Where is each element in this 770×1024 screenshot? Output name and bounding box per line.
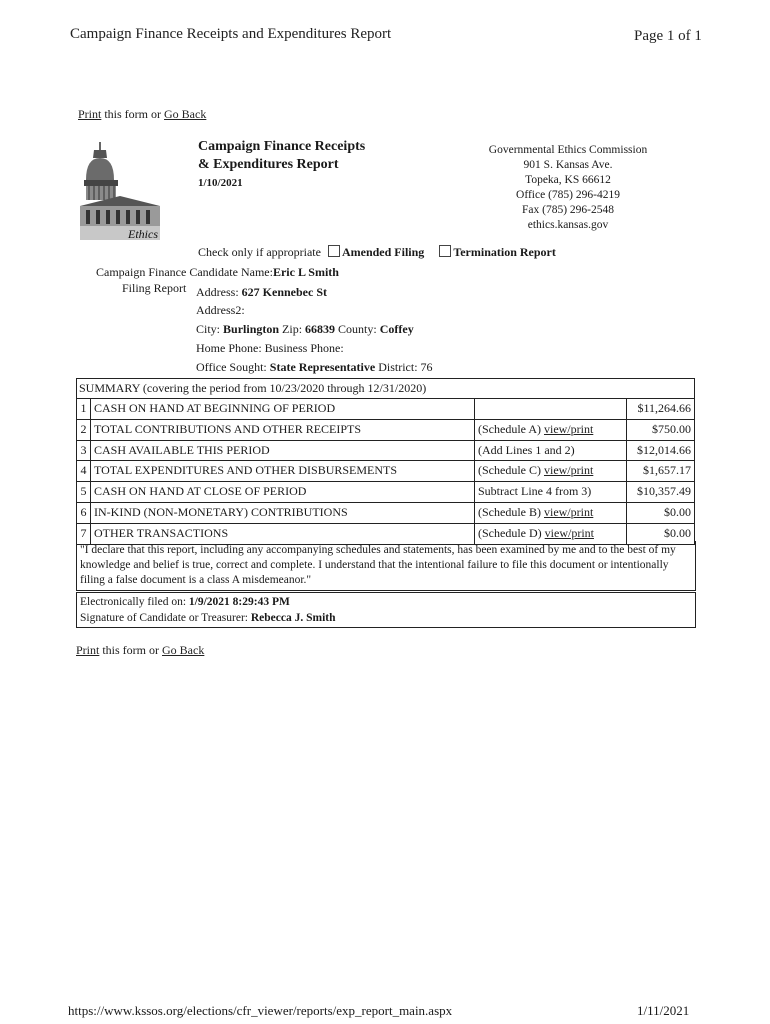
row-amount: $12,014.66 (637, 442, 691, 457)
row-description: TOTAL EXPENDITURES AND OTHER DISBURSEMENTS (91, 461, 475, 481)
county-value: Coffey (379, 322, 414, 336)
summary-rows (77, 399, 694, 544)
row-description: IN-KIND (NON-MONETARY) CONTRIBUTIONS (91, 503, 475, 523)
amended-filing-checkbox[interactable] (328, 245, 340, 257)
address2-label: Address2: (196, 303, 245, 317)
district-label: District: (378, 360, 418, 374)
row-description: TOTAL CONTRIBUTIONS AND OTHER RECEIPTS (91, 420, 475, 440)
termination-report-checkbox[interactable] (439, 245, 451, 257)
summary-row (77, 503, 694, 524)
row-schedule (475, 399, 627, 419)
row-number: 4 (77, 461, 91, 481)
address-label: Address: (196, 285, 239, 299)
summary-row (77, 399, 694, 420)
view-print-link[interactable]: view/print (543, 421, 594, 436)
view-print-link[interactable]: view/print (543, 463, 594, 478)
phone-row (196, 341, 344, 356)
go-back-link-bottom[interactable]: Go Back (162, 643, 205, 657)
candidate-name-row (96, 265, 339, 280)
report-title-line2: & Expenditures Report (198, 157, 339, 172)
print-link[interactable]: Print (78, 107, 102, 121)
business-phone-label: Business Phone: (264, 341, 344, 355)
kansas-ethics-logo (80, 140, 162, 240)
office-value: State Representative (269, 360, 376, 374)
city-row (196, 322, 414, 337)
row-amount: $10,357.49 (637, 484, 691, 499)
district-value: 76 (420, 360, 433, 374)
summary-heading: SUMMARY (covering the period from 10/23/2020 through 12/31/2020) (77, 379, 694, 399)
footer-url: https://www.kssos.org/elections/cfr_viewer/reports/exp_report_main.aspx (68, 1003, 453, 1018)
row-amount: $0.00 (664, 525, 691, 540)
page-number: Page 1 of 1 (634, 28, 702, 44)
row-number: 1 (77, 399, 91, 419)
row-number: 5 (77, 482, 91, 502)
row-description: CASH AVAILABLE THIS PERIOD (91, 441, 475, 461)
row-schedule (475, 461, 627, 481)
row-description: CASH ON HAND AT CLOSE OF PERIOD (91, 482, 475, 502)
amended-filing-label: Amended Filing (341, 245, 425, 259)
home-phone-label: Home Phone: (196, 341, 262, 355)
row-amount: $0.00 (664, 504, 691, 519)
filed-label: Electronically filed on: (80, 596, 187, 608)
row-amount: $1,657.17 (643, 463, 691, 478)
schedule-text: (Add Lines 1 and 2) (478, 442, 575, 457)
view-print-link[interactable]: view/print (544, 525, 594, 540)
candidate-name-label: Candidate Name: (189, 265, 273, 279)
side-label-1: Campaign Finance (96, 265, 187, 279)
row-amount: $11,264.66 (637, 401, 691, 415)
view-print-link[interactable]: view/print (543, 504, 594, 519)
candidate-name: Eric L Smith (272, 265, 339, 279)
row-schedule (475, 420, 627, 440)
row-description: OTHER TRANSACTIONS (91, 524, 475, 544)
print-link-bottom[interactable]: Print (76, 643, 100, 657)
summary-row (77, 461, 694, 482)
signature-label: Signature of Candidate or Treasurer: (80, 612, 248, 624)
city-value: Burlington (223, 322, 280, 336)
row-schedule (475, 482, 627, 502)
county-label: County: (338, 322, 377, 336)
commission-name: Governmental Ethics Commission (488, 144, 648, 156)
address-row (196, 285, 327, 300)
commission-address1: 901 S. Kansas Ave. (523, 159, 613, 171)
row-schedule (475, 503, 627, 523)
row-amount: $750.00 (652, 421, 691, 436)
commission-address (468, 143, 668, 233)
office-label: Office Sought: (196, 360, 267, 374)
report-date: 1/10/2021 (198, 177, 243, 189)
address-value: 627 Kennebec St (241, 285, 328, 299)
nav-text: this form or (101, 107, 165, 121)
zip-value: 66839 (305, 322, 336, 336)
commission-website: ethics.kansas.gov (527, 219, 609, 231)
document-header-title: Campaign Finance Receipts and Expenditures Report (70, 26, 392, 42)
summary-table (76, 378, 695, 545)
commission-address2: Topeka, KS 66612 (525, 174, 611, 186)
declaration-text: "I declare that this report, including any accompanying schedules and statements, has been examined by me and to the best of my knowledge and belief is true, correct and complete. I understand that the intentional failure to file this document or intentionally filing a false document is a class A misdemeanor." (76, 541, 696, 591)
schedule-text: (Schedule B) (478, 504, 544, 519)
row-number: 3 (77, 441, 91, 461)
signature-value: Rebecca J. Smith (250, 612, 336, 624)
summary-row (77, 420, 694, 441)
top-nav (78, 107, 206, 122)
filed-value: 1/9/2021 8:29:43 PM (188, 596, 290, 608)
row-description: CASH ON HAND AT BEGINNING OF PERIOD (91, 399, 475, 419)
termination-report-label: Termination Report (453, 245, 556, 259)
bottom-nav (76, 643, 204, 658)
go-back-link[interactable]: Go Back (164, 107, 207, 121)
city-label: City: (196, 322, 221, 336)
logo-caption: Ethics (128, 227, 158, 240)
row-schedule (475, 441, 627, 461)
summary-row (77, 441, 694, 462)
check-label: Check only if appropriate (198, 245, 321, 259)
signature-row (80, 610, 692, 626)
schedule-text: (Schedule C) (478, 463, 544, 478)
row-number: 7 (77, 524, 91, 544)
commission-fax: Fax (785) 296-2548 (522, 204, 614, 216)
schedule-text: (Schedule D) (478, 525, 545, 540)
row-number: 6 (77, 503, 91, 523)
filed-row (80, 594, 692, 610)
office-row (196, 360, 433, 375)
side-label-2: Filing Report (122, 281, 187, 295)
commission-office-phone: Office (785) 296-4219 (516, 189, 620, 201)
zip-label: Zip: (282, 322, 303, 336)
footer-date: 1/11/2021 (637, 1003, 690, 1018)
nav-text-bottom: this form or (99, 643, 163, 657)
report-title-line1: Campaign Finance Receipts (198, 139, 366, 154)
signature-block (76, 592, 696, 628)
schedule-text: (Schedule A) (478, 421, 544, 436)
report-title (198, 138, 365, 192)
schedule-text: Subtract Line 4 from 3) (478, 484, 592, 499)
row-number: 2 (77, 420, 91, 440)
summary-row (77, 482, 694, 503)
filing-type-row (198, 245, 556, 260)
